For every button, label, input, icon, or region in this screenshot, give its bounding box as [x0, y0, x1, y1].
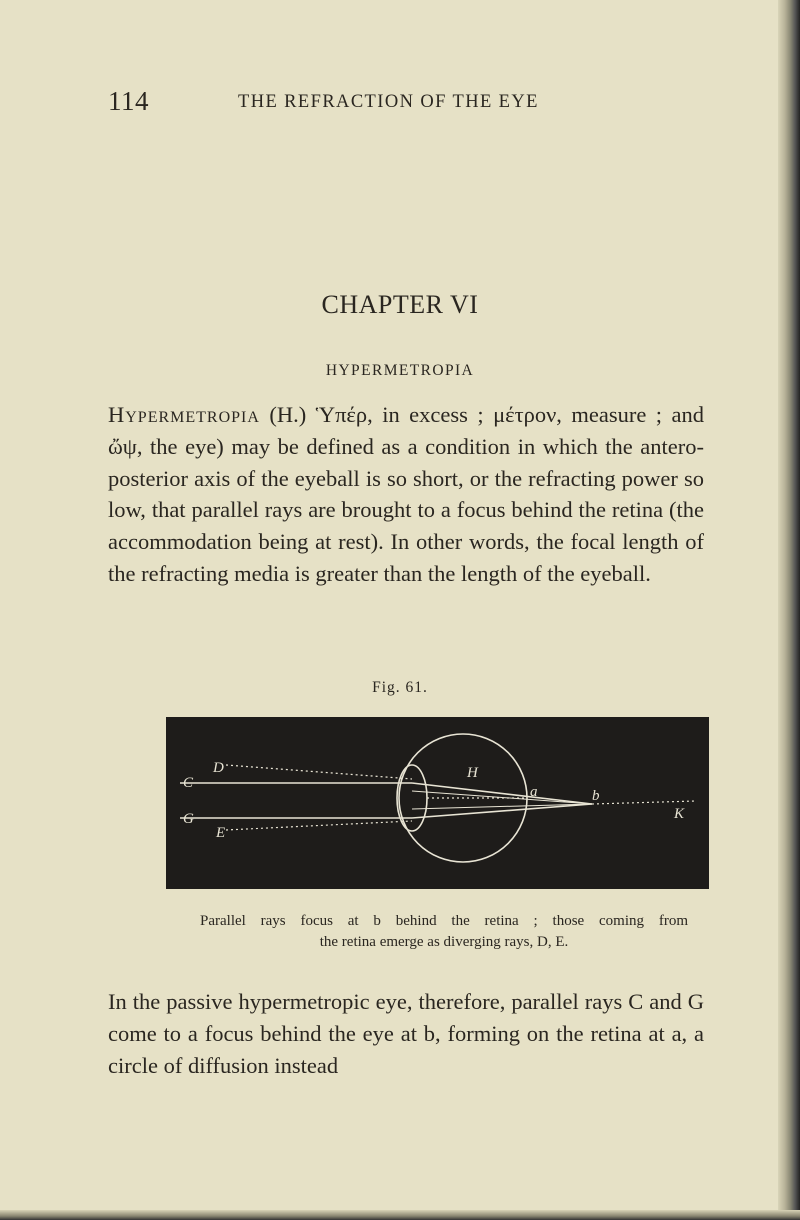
section-title: HYPERMETROPIA — [325, 362, 475, 379]
term-hypermetropia: Hypermetropia — [108, 402, 260, 427]
paragraph-definition-text: (H.) Ὑπέρ, in excess ; μέτρον, measure ; and ὤψ, the eye) may be defined as a condition in which the antero-posterior axis of the eyeball is so short, or the refracting power so low, that parallel rays are brought to a focus behind the retina (the accommodation being at rest). In other words, the focal length of the refracting media is greater than the length of the eyeball. — [108, 402, 704, 586]
letter-g: G — [183, 811, 194, 827]
figure-caption — [200, 911, 688, 953]
paragraph-passive-eye: In the passive hypermetropic eye, therefore, parallel rays C and G come to a focus behind the eye at b, forming on the retina at a, a circle of diffusion instead — [108, 989, 704, 1078]
figure-label: Fig. 61. — [372, 679, 428, 696]
page-bottom-edge — [0, 1210, 800, 1220]
ray-c-converging — [412, 783, 592, 804]
page-number: 114 — [108, 86, 149, 116]
figure-61-diagram — [166, 717, 709, 889]
figure-caption-line-2: the retina emerge as diverging rays, D, E. — [319, 934, 569, 950]
page-edge-shadow — [778, 0, 800, 1220]
letter-a: a — [530, 784, 538, 800]
letter-d: D — [213, 760, 224, 776]
eye-diagram — [166, 717, 709, 889]
chapter-title: CHAPTER VI — [321, 290, 479, 319]
ray-d — [226, 765, 412, 779]
letter-b: b — [592, 788, 600, 804]
letter-c: C — [183, 775, 194, 791]
running-head: THE REFRACTION OF THE EYE — [238, 92, 539, 112]
letter-e: E — [216, 825, 226, 841]
axis-b-k — [592, 801, 696, 804]
paragraph-definition — [108, 399, 704, 590]
ray-e — [226, 821, 412, 830]
figure-caption-line-1: Parallel rays focus at b behind the retina ; those coming from — [200, 913, 688, 929]
letter-h: H — [467, 765, 478, 781]
letter-k: K — [674, 806, 685, 822]
